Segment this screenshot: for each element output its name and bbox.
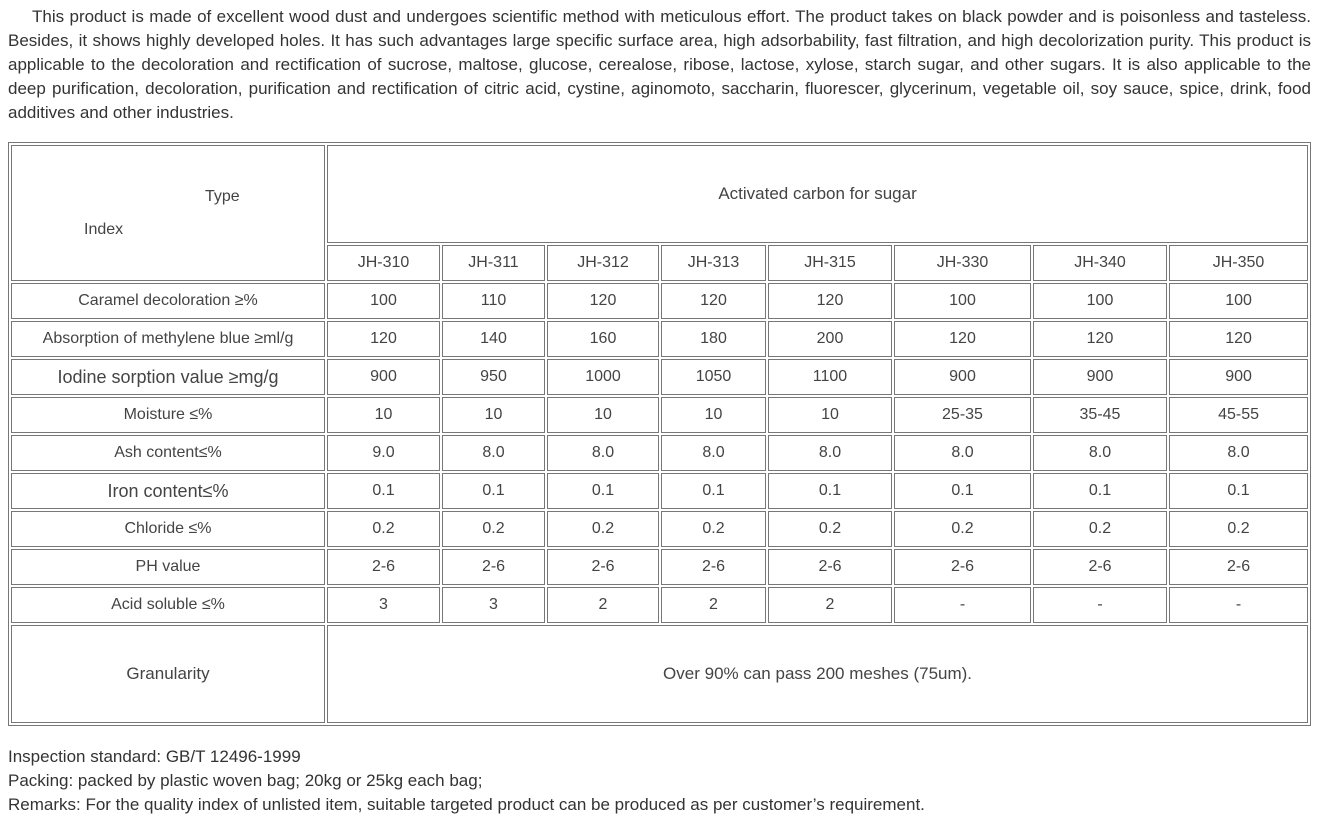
table-cell: 1100 — [768, 359, 892, 395]
table-row — [11, 397, 1308, 433]
table-cell: 120 — [1033, 321, 1167, 357]
table-cell: 2-6 — [327, 549, 440, 585]
row-label: Iodine sorption value ≥mg/g — [11, 359, 325, 395]
table-title: Activated carbon for sugar — [327, 145, 1308, 243]
table-cell: 0.2 — [768, 511, 892, 547]
row-label: Absorption of methylene blue ≥ml/g — [11, 321, 325, 357]
table-row — [11, 359, 1308, 395]
table-cell: 120 — [768, 283, 892, 319]
table-cell: 2 — [661, 587, 766, 623]
table-row — [11, 435, 1308, 471]
table-cell: 10 — [768, 397, 892, 433]
table-cell: 25-35 — [894, 397, 1031, 433]
table-cell: 45-55 — [1169, 397, 1308, 433]
table-cell: 3 — [327, 587, 440, 623]
index-header: Index — [84, 221, 124, 238]
model-header: JH-313 — [661, 245, 766, 281]
table-cell: 160 — [547, 321, 659, 357]
table-cell: 0.2 — [442, 511, 545, 547]
table-cell: 8.0 — [661, 435, 766, 471]
table-cell: - — [1169, 587, 1308, 623]
table-cell: 110 — [442, 283, 545, 319]
table-cell: 0.1 — [442, 473, 545, 509]
row-label: PH value — [11, 549, 325, 585]
model-header: JH-315 — [768, 245, 892, 281]
table-cell: 0.1 — [661, 473, 766, 509]
model-header: JH-330 — [894, 245, 1031, 281]
row-label: Ash content≤% — [11, 435, 325, 471]
table-cell: 2-6 — [547, 549, 659, 585]
model-header: JH-312 — [547, 245, 659, 281]
table-row — [11, 283, 1308, 319]
table-cell: 0.1 — [1033, 473, 1167, 509]
table-cell: 10 — [661, 397, 766, 433]
table-cell: 0.1 — [768, 473, 892, 509]
table-cell: 8.0 — [768, 435, 892, 471]
table-corner-header — [11, 145, 325, 281]
row-label: Acid soluble ≤% — [11, 587, 325, 623]
table-cell: 900 — [1033, 359, 1167, 395]
table-cell: 900 — [327, 359, 440, 395]
model-header: JH-310 — [327, 245, 440, 281]
table-cell: 10 — [442, 397, 545, 433]
table-cell: 0.1 — [547, 473, 659, 509]
table-cell: 35-45 — [1033, 397, 1167, 433]
remarks: Remarks: For the quality index of unlisted item, suitable targeted product can be produced as per customer’s requirement. — [8, 795, 925, 814]
table-row — [11, 587, 1308, 623]
spec-table — [8, 142, 1311, 726]
table-cell: 2-6 — [1033, 549, 1167, 585]
inspection-standard: Inspection standard: GB/T 12496-1999 — [8, 747, 301, 766]
table-cell: 100 — [894, 283, 1031, 319]
table-cell: - — [1033, 587, 1167, 623]
product-description: This product is made of excellent wood dust and undergoes scientific method with meticulous effort. The product takes on black powder and is poisonless and tasteless. Besides, it shows highly developed holes. It has such advantages large specific surface area, high adsorbability, fast filtration, and high decolorization purity. This product is applicable to the decoloration and rectification of sucrose, maltose, glucose, cerealose, ribose, lactose, xylose, starch sugar, and other sugars. It is also applicable to the deep purification, decoloration, purification and rectification of citric acid, cystine, aginomoto, saccharin, fluorescer, glycerinum, vegetable oil, soy sauce, spice, drink, food additives and other industries. — [8, 7, 1311, 122]
table-cell: 120 — [547, 283, 659, 319]
packing-info: Packing: packed by plastic woven bag; 20kg or 25kg each bag; — [8, 771, 483, 790]
row-label: Iron content≤% — [11, 473, 325, 509]
row-label: Moisture ≤% — [11, 397, 325, 433]
table-cell: 120 — [1169, 321, 1308, 357]
footer-notes — [8, 745, 925, 817]
table-cell: 8.0 — [1169, 435, 1308, 471]
table-cell: 0.2 — [327, 511, 440, 547]
table-cell: 900 — [1169, 359, 1308, 395]
table-cell: 120 — [894, 321, 1031, 357]
table-cell: 8.0 — [1033, 435, 1167, 471]
table-cell: 2 — [768, 587, 892, 623]
table-cell: 0.1 — [327, 473, 440, 509]
granularity-label: Granularity — [11, 625, 325, 723]
model-header: JH-340 — [1033, 245, 1167, 281]
table-cell: 2 — [547, 587, 659, 623]
table-cell: 2-6 — [442, 549, 545, 585]
table-cell: 100 — [1169, 283, 1308, 319]
table-cell: 100 — [327, 283, 440, 319]
row-label: Caramel decoloration ≥% — [11, 283, 325, 319]
table-cell: 10 — [547, 397, 659, 433]
table-cell: 2-6 — [661, 549, 766, 585]
table-cell: 180 — [661, 321, 766, 357]
table-row — [11, 549, 1308, 585]
table-cell: 950 — [442, 359, 545, 395]
table-cell: 120 — [661, 283, 766, 319]
model-header: JH-311 — [442, 245, 545, 281]
table-cell: 2-6 — [768, 549, 892, 585]
table-cell: 0.2 — [1169, 511, 1308, 547]
type-header: Type — [205, 188, 240, 205]
table-cell: 140 — [442, 321, 545, 357]
table-cell: 1050 — [661, 359, 766, 395]
granularity-row — [11, 625, 1308, 723]
table-cell: 200 — [768, 321, 892, 357]
table-cell: 2-6 — [1169, 549, 1308, 585]
table-row — [11, 511, 1308, 547]
table-cell: 0.1 — [1169, 473, 1308, 509]
table-cell: 9.0 — [327, 435, 440, 471]
table-row — [11, 473, 1308, 509]
table-title-row — [11, 145, 1308, 243]
table-cell: 0.1 — [894, 473, 1031, 509]
table-cell: 8.0 — [894, 435, 1031, 471]
table-row — [11, 321, 1308, 357]
table-cell: 900 — [894, 359, 1031, 395]
table-cell: 2-6 — [894, 549, 1031, 585]
table-cell: 8.0 — [442, 435, 545, 471]
granularity-value: Over 90% can pass 200 meshes (75um). — [327, 625, 1308, 723]
table-cell: 0.2 — [894, 511, 1031, 547]
table-cell: 1000 — [547, 359, 659, 395]
table-cell: 10 — [327, 397, 440, 433]
table-cell: 0.2 — [547, 511, 659, 547]
table-cell: 120 — [327, 321, 440, 357]
table-cell: 0.2 — [661, 511, 766, 547]
table-cell: - — [894, 587, 1031, 623]
row-label: Chloride ≤% — [11, 511, 325, 547]
model-header: JH-350 — [1169, 245, 1308, 281]
table-cell: 0.2 — [1033, 511, 1167, 547]
table-cell: 8.0 — [547, 435, 659, 471]
table-cell: 100 — [1033, 283, 1167, 319]
table-cell: 3 — [442, 587, 545, 623]
